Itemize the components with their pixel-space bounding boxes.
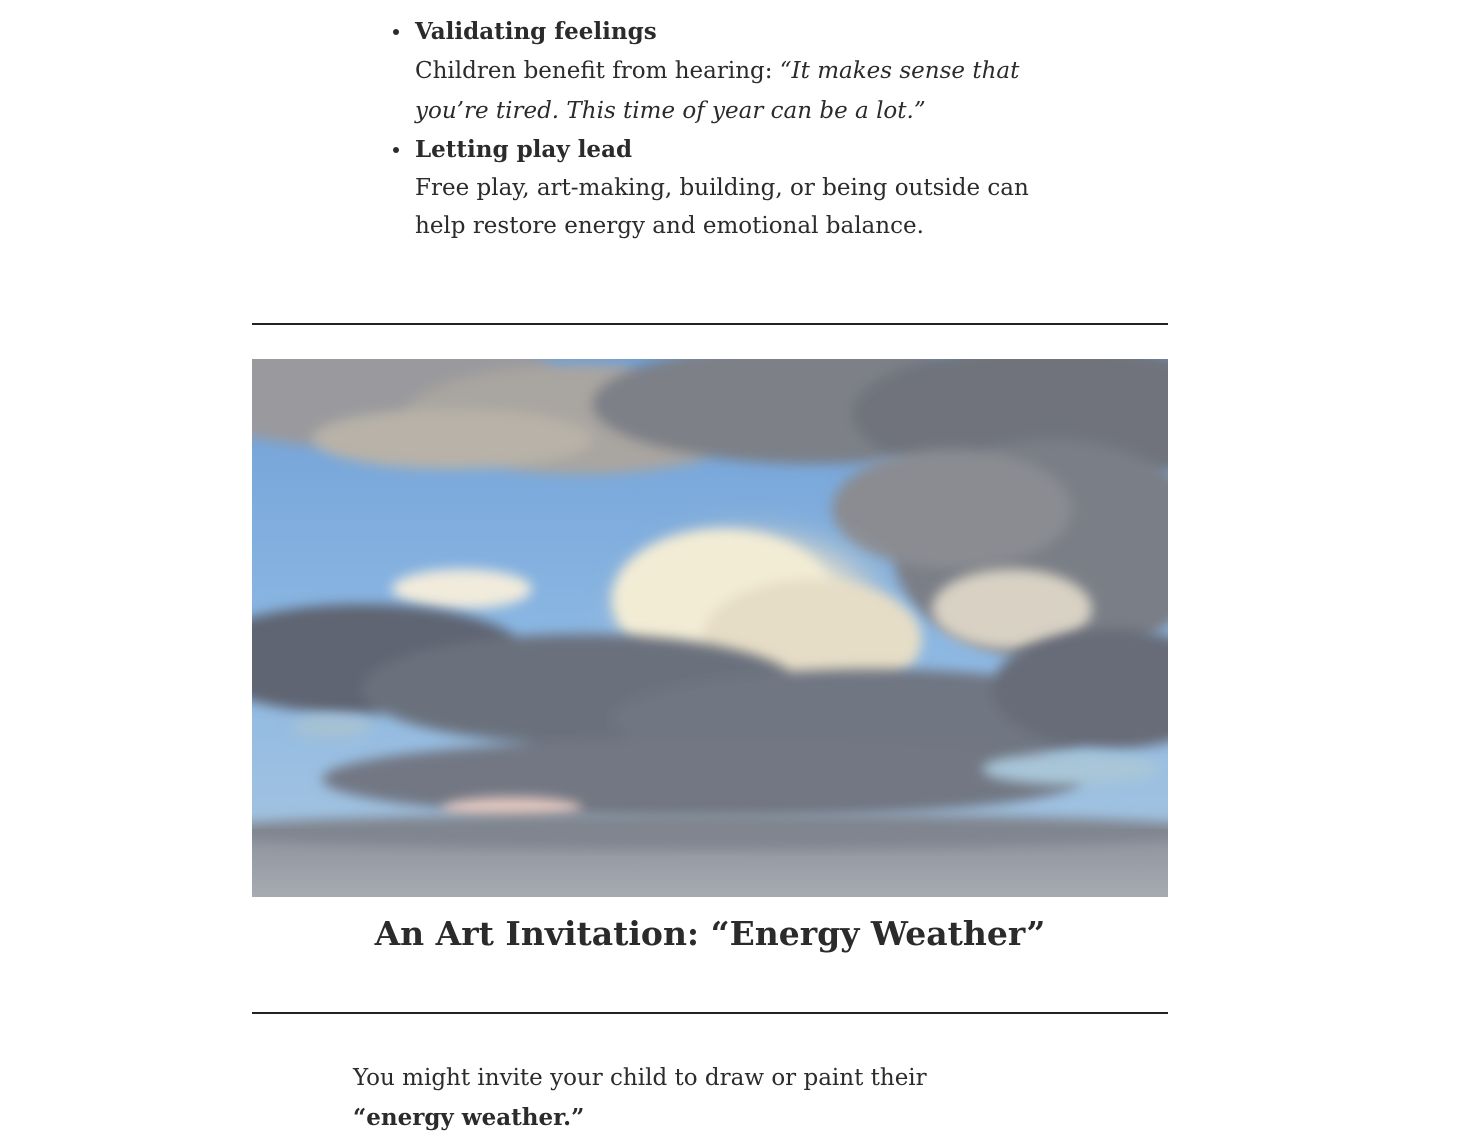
list-item-body-text: Children benefit from hearing: — [415, 58, 780, 84]
cloud-sky-image — [252, 359, 1168, 897]
section-divider-top — [252, 323, 1168, 325]
list-item-body — [415, 51, 1050, 131]
list-item-quote: “It makes sense that you’re tired. This time of year can be a lot.” — [415, 58, 1020, 124]
paragraph-emphasis: “energy weather.” — [353, 1104, 585, 1131]
paragraph-text: You might invite your child to draw or paint their — [353, 1065, 927, 1091]
list-item — [390, 14, 1050, 131]
list-item-body: Free play, art-making, building, or being outside can help restore energy and emotional balance. — [415, 175, 1029, 239]
tips-list — [390, 14, 1050, 246]
list-item-title: Validating feelings — [415, 18, 657, 45]
section-heading: An Art Invitation: “Energy Weather” — [374, 914, 1046, 953]
list-item — [390, 132, 1050, 245]
list-item-title: Letting play lead — [415, 136, 633, 163]
body-paragraph — [353, 1058, 1013, 1138]
section-divider-bottom — [252, 1012, 1168, 1014]
